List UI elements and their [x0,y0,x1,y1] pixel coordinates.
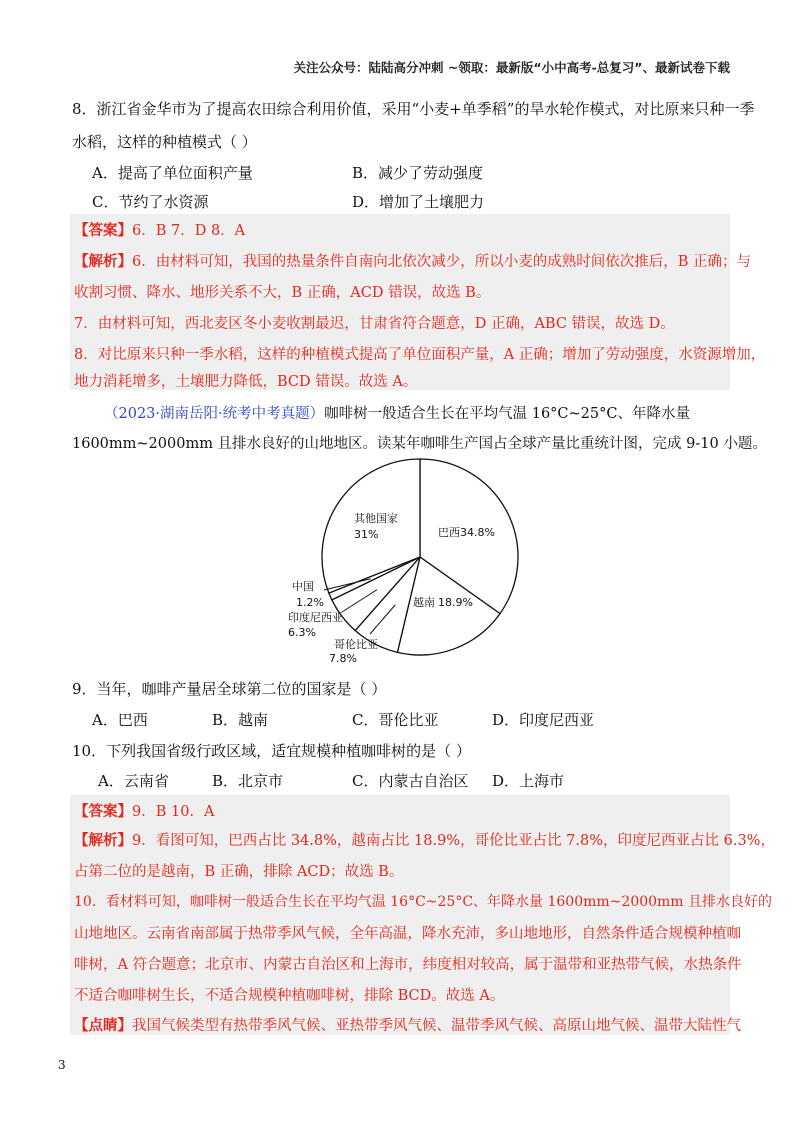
intro-line1-text: 咖啡树一般适合生长在平均气温 16°C~25°C、年降水量 [324,406,690,422]
label-other-value: 31% [354,528,379,541]
analysis-2-line5: 啡树，A 符合题意；北京市、内蒙古自治区和上海市，纬度相对较高，属于温带和亚热带气候，水热条件 [74,957,742,973]
label-china-name: 中国 [292,580,314,593]
label-colombia-value: 7.8% [329,652,357,665]
analysis-2-line1 [74,829,775,850]
analysis-tag: 【解析】 [74,253,132,270]
analysis-1-line4: 8．对比原来只种一季水稻，这样的种植模式提高了单位面积产量，A 正确；增加了劳动强度，水资源增加， [74,347,766,363]
analysis-tag-2: 【解析】 [74,832,132,849]
q9-stem: 9．当年，咖啡产量居全球第二位的国家是（ ） [72,680,387,698]
analysis-1-text: 6．由材料可知，我国的热量条件自南向北依次减少，所以小麦的成熟时间依次推后，B 正确；与 [132,254,751,270]
intro-line2: 1600mm~2000mm 且排水良好的山地地区。读某年咖啡生产国占全球产量比重统计图，完成 9-10 小题。 [72,436,767,452]
q10-option-c: C．内蒙古自治区 [352,772,469,790]
q9-option-d: D．印度尼西亚 [492,711,595,729]
label-brazil-value: 34.8% [460,526,495,539]
q10-option-b: B．北京市 [212,772,284,790]
q8-option-d: D．增加了土壤肥力 [352,193,485,211]
pie-slices [322,459,518,655]
tip-tag: 【点睛】 [74,1017,132,1034]
label-brazil-name: 巴西 [438,526,460,539]
answer-tag: 【答案】 [74,222,132,239]
answer-1 [74,219,245,240]
tip-text: 我国气候类型有热带季风气候、亚热带季风气候、温带季风气候、高原山地气候、温带大陆性气 [132,1018,741,1034]
q8-option-c: C．节约了水资源 [92,193,209,211]
q10-option-d: D．上海市 [492,772,565,790]
label-indonesia-name: 印度尼西亚 [288,611,343,624]
coffee-pie-chart [270,452,520,667]
source-tag: （2023·湖南岳阳·统考中考真题） [104,406,325,422]
answer-tag-2: 【答案】 [74,803,132,820]
q10-option-a: A．云南省 [98,772,169,790]
analysis-1-line3: 7．由材料可知，西北麦区冬小麦收割最迟，甘肃省符合题意，D 正确，ABC 错误，故选 D。 [74,316,675,332]
q8-option-a: A．提高了单位面积产量 [92,164,253,182]
q9-option-b: B．越南 [212,711,269,729]
analysis-1-line2: 收割习惯、降水、地形关系不大，B 正确，ACD 错误，故选 B。 [74,285,491,301]
q9-option-a: A．巴西 [92,711,148,729]
q9-option-c: C．哥伦比亚 [352,711,439,729]
analysis-2-text: 9．看图可知，巴西占比 34.8%，越南占比 18.9%，哥伦比亚占比 7.8%，印度尼西亚占比 6.3%， [132,833,775,849]
label-china-value: 1.2% [296,596,324,609]
answer-1-text: 6．B 7．D 8．A [132,223,246,239]
page-number: 3 [58,1058,66,1072]
page-header: 关注公众号：陆陆高分冲刺 ~领取：最新版“小中高考-总复习”、最新试卷下载 [293,60,730,75]
label-vietnam-value: 18.9% [438,596,473,609]
analysis-1-line5: 地力消耗增多，土壤肥力降低，BCD 错误。故选 A。 [74,374,418,390]
tip-line [74,1014,741,1035]
q8-stem-line2: 水稻，这样的种植模式（ ） [72,133,257,151]
answer-2 [74,800,214,821]
analysis-2-line6: 不适合咖啡树生长，不适合规模种植咖啡树，排除 BCD。故选 A。 [74,988,505,1004]
label-other-name: 其他国家 [354,512,398,525]
q8-option-b: B．减少了劳动强度 [352,164,484,182]
intro-line1 [104,402,690,423]
analysis-1-line1 [74,250,751,271]
analysis-2-line2: 占第二位的是越南，B 正确，排除 ACD；故选 B。 [74,864,404,880]
label-indonesia-value: 6.3% [288,626,316,639]
analysis-2-line4: 山地地区。云南省南部属于热带季风气候，全年高温，降水充沛，多山地地形，自然条件适合规模种植咖 [74,926,741,942]
label-vietnam-name: 越南 [413,596,435,609]
q10-stem: 10．下列我国省级行政区域，适宜规模种植咖啡树的是（ ） [72,742,471,760]
analysis-2-line3: 10．看材料可知，咖啡树一般适合生长在平均气温 16°C~25°C、年降水量 1600mm~2000mm 且排水良好的 [74,894,773,910]
q8-stem-line1: 8．浙江省金华市为了提高农田综合利用价值，采用“小麦+单季稻”的旱水轮作模式，对比原来只种一季 [72,100,755,118]
label-colombia-name: 哥伦比亚 [334,638,378,651]
answer-2-text: 9．B 10．A [132,804,215,820]
